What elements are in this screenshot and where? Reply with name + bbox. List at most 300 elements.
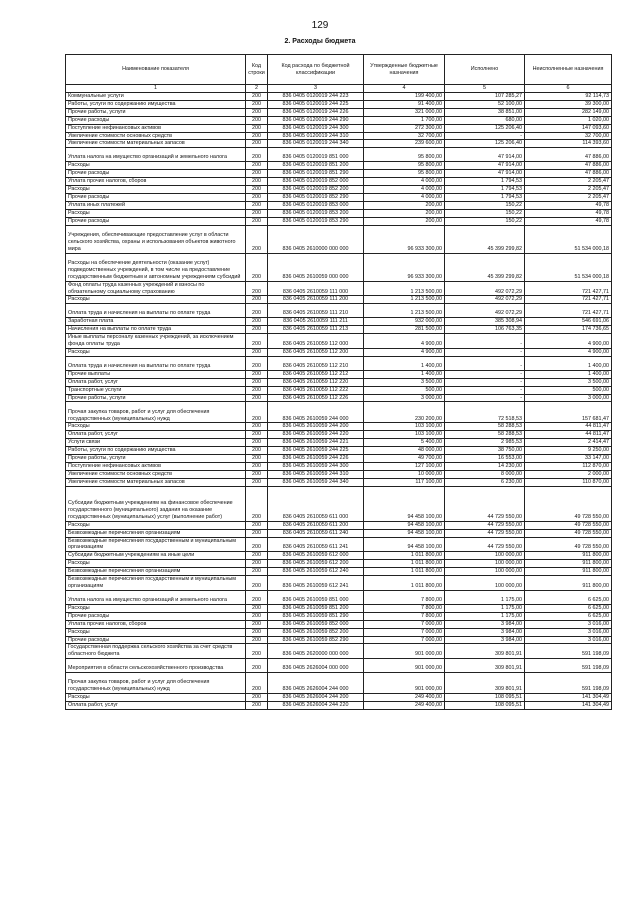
row-line-code: 200 [246,560,268,568]
row-line-code: 200 [246,281,268,296]
row-line-code: 200 [246,148,268,162]
table-row [66,140,612,148]
row-classification-code: 836 0405 2610059 612 241 [268,576,364,591]
row-classification-code: 836 0405 2610059 612 240 [268,568,364,576]
table-row [66,348,612,356]
row-classification-code: 836 0405 2610059 244 220 [268,431,364,439]
row-unexecuted-amount: 1 400,00 [525,370,612,378]
row-line-code: 200 [246,132,268,140]
table-row [66,186,612,194]
row-unexecuted-amount: 49,78 [525,217,612,225]
row-unexecuted-amount: 49 728 550,00 [525,486,612,521]
row-line-code: 200 [246,370,268,378]
row-line-code: 200 [246,209,268,217]
row-approved-amount: 1 400,00 [364,356,445,370]
row-classification-code: 836 0405 2610059 244 225 [268,447,364,455]
row-executed-amount: 47 914,00 [445,170,525,178]
row-approved-amount: 230 200,00 [364,402,445,423]
row-unexecuted-amount: 911 800,00 [525,552,612,560]
row-executed-amount: 44 729 550,00 [445,486,525,521]
row-line-code: 200 [246,386,268,394]
row-unexecuted-amount: 911 800,00 [525,568,612,576]
row-approved-amount: 1 400,00 [364,370,445,378]
row-executed-amount: 38 851,00 [445,108,525,116]
header-executed: Исполнено [445,55,525,85]
row-approved-amount: 272 300,00 [364,124,445,132]
row-executed-amount: 125 206,40 [445,140,525,148]
row-classification-code: 836 0405 0120019 853 290 [268,217,364,225]
row-unexecuted-amount: 44 811,47 [525,431,612,439]
row-line-code: 200 [246,636,268,644]
row-executed-amount: 150,22 [445,209,525,217]
row-executed-amount: 107 285,27 [445,93,525,101]
header-classification-code: Код расхода по бюджетной классификации [268,55,364,85]
row-executed-amount: 14 230,00 [445,463,525,471]
row-classification-code: 836 0405 2610059 244 221 [268,439,364,447]
row-name: Работы, услуги по содержанию имущества [66,447,246,455]
row-classification-code: 836 0405 2610059 851 200 [268,604,364,612]
row-name: Мероприятия в области сельскохозяйственного производства [66,659,246,673]
row-name: Заработная плата [66,318,246,326]
row-approved-amount: 3 500,00 [364,378,445,386]
row-line-code: 200 [246,178,268,186]
row-approved-amount: 103 100,00 [364,431,445,439]
row-classification-code: 836 0405 2610059 244 300 [268,463,364,471]
row-unexecuted-amount: 39 300,00 [525,100,612,108]
column-index: 5 [445,85,525,93]
row-unexecuted-amount: 51 534 000,18 [525,225,612,253]
row-approved-amount: 127 100,00 [364,463,445,471]
row-name: Транспортные услуги [66,386,246,394]
row-name: Оплата работ, услуг [66,702,246,710]
row-name: Субсидии бюджетным учреждениям на иные цели [66,552,246,560]
row-approved-amount: 96 933 300,00 [364,225,445,253]
row-line-code: 200 [246,124,268,132]
row-line-code: 200 [246,140,268,148]
row-line-code: 200 [246,644,268,659]
row-classification-code: 836 0405 2610059 612 000 [268,552,364,560]
row-executed-amount: 58 288,53 [445,423,525,431]
row-unexecuted-amount: 721 427,71 [525,296,612,304]
row-line-code: 200 [246,170,268,178]
row-unexecuted-amount: 2 205,47 [525,186,612,194]
column-index: 2 [246,85,268,93]
row-classification-code: 836 0405 2610059 111 000 [268,281,364,296]
table-row [66,281,612,296]
row-classification-code: 836 0405 0120019 852 000 [268,178,364,186]
row-classification-code: 836 0405 2610059 111 210 [268,304,364,318]
row-name: Расходы [66,423,246,431]
row-name: Уплата налога на имущество организаций и земельного налога [66,148,246,162]
row-approved-amount: 901 000,00 [364,673,445,694]
row-classification-code: 836 0405 0120019 244 226 [268,108,364,116]
row-classification-code: 836 0405 2610059 112 222 [268,386,364,394]
row-name: Прочая закупка товаров, работ и услуг для обеспечения государственных (муниципальных) нужд [66,673,246,694]
table-row [66,132,612,140]
column-index: 3 [268,85,364,93]
row-line-code: 200 [246,478,268,486]
row-classification-code: 836 0405 0120019 851 000 [268,148,364,162]
row-approved-amount: 1 213 500,00 [364,304,445,318]
row-approved-amount: 200,00 [364,217,445,225]
table-row [66,356,612,370]
row-executed-amount: 45 399 299,82 [445,225,525,253]
table-row [66,378,612,386]
row-name: Работы, услуги по содержанию имущества [66,100,246,108]
row-line-code: 200 [246,296,268,304]
table-row [66,201,612,209]
table-header-row [66,55,612,85]
row-classification-code: 836 0405 0120019 852 290 [268,193,364,201]
row-unexecuted-amount: 47 886,00 [525,170,612,178]
row-name: Уплата прочих налогов, сборов [66,178,246,186]
row-unexecuted-amount: 2 205,47 [525,193,612,201]
row-line-code: 200 [246,318,268,326]
row-name: Прочие работы, услуги [66,455,246,463]
row-line-code: 200 [246,162,268,170]
row-line-code: 200 [246,334,268,349]
row-name: Поступление нефинансовых активов [66,463,246,471]
row-classification-code: 836 0405 2610059 852 200 [268,628,364,636]
row-approved-amount: 10 000,00 [364,470,445,478]
row-name: Прочие расходы [66,116,246,124]
row-name: Расходы [66,628,246,636]
table-row [66,644,612,659]
row-executed-amount: 680,00 [445,116,525,124]
row-unexecuted-amount: 1 020,00 [525,116,612,124]
table-row [66,537,612,552]
row-approved-amount: 1 011 800,00 [364,576,445,591]
row-unexecuted-amount: 9 250,00 [525,447,612,455]
table-row [66,225,612,253]
table-row [66,447,612,455]
row-unexecuted-amount: 282 149,00 [525,108,612,116]
row-name: Расходы [66,209,246,217]
row-line-code: 200 [246,100,268,108]
table-row [66,116,612,124]
row-classification-code: 836 0405 2610059 244 200 [268,423,364,431]
table-row [66,529,612,537]
row-classification-code: 836 0405 2610059 112 220 [268,378,364,386]
row-name: Уплата иных платежей [66,201,246,209]
row-unexecuted-amount: 174 736,65 [525,326,612,334]
row-executed-amount: 106 763,35 [445,326,525,334]
row-approved-amount: 7 800,00 [364,604,445,612]
table-row [66,673,612,694]
row-unexecuted-amount: 911 800,00 [525,560,612,568]
row-line-code: 200 [246,402,268,423]
row-line-code: 200 [246,439,268,447]
row-executed-amount: 3 984,00 [445,636,525,644]
row-name: Расходы [66,296,246,304]
row-executed-amount: 6 230,00 [445,478,525,486]
row-unexecuted-amount: 47 886,00 [525,162,612,170]
row-executed-amount: 492 072,29 [445,304,525,318]
row-approved-amount: 249 400,00 [364,694,445,702]
row-approved-amount: 7 800,00 [364,590,445,604]
row-name: Оплата работ, услуг [66,378,246,386]
table-row [66,486,612,521]
row-approved-amount: 32 700,00 [364,132,445,140]
row-approved-amount: 103 100,00 [364,423,445,431]
row-approved-amount: 48 000,00 [364,447,445,455]
row-unexecuted-amount: 721 427,71 [525,304,612,318]
row-name: Государственная поддержка сельского хозяйства за счет средств областного бюджета [66,644,246,659]
row-executed-amount: 100 000,00 [445,560,525,568]
row-executed-amount: 72 518,53 [445,402,525,423]
row-classification-code: 836 0405 2610059 111 211 [268,318,364,326]
table-row [66,217,612,225]
row-classification-code: 836 0405 2626004 244 000 [268,673,364,694]
row-executed-amount: 1 175,00 [445,612,525,620]
table-row [66,318,612,326]
row-classification-code: 836 0405 0120019 244 310 [268,132,364,140]
row-executed-amount: 492 072,29 [445,281,525,296]
table-row [66,694,612,702]
row-approved-amount: 96 933 300,00 [364,253,445,281]
row-name: Уплата налога на имущество организаций и земельного налога [66,590,246,604]
row-executed-amount: 1 794,53 [445,186,525,194]
row-unexecuted-amount: 3 016,00 [525,620,612,628]
row-line-code: 200 [246,604,268,612]
row-executed-amount: 44 729 550,00 [445,529,525,537]
row-executed-amount: 44 729 550,00 [445,521,525,529]
row-line-code: 200 [246,659,268,673]
row-unexecuted-amount: 546 691,06 [525,318,612,326]
row-executed-amount: - [445,394,525,402]
row-line-code: 200 [246,201,268,209]
table-row [66,620,612,628]
row-classification-code: 836 0405 0120019 853 200 [268,209,364,217]
row-approved-amount: 239 600,00 [364,140,445,148]
row-name: Начисления на выплаты по оплате труда [66,326,246,334]
table-row [66,209,612,217]
row-name: Оплата труда и начисления на выплаты по оплате труда [66,304,246,318]
row-approved-amount: 7 000,00 [364,628,445,636]
row-executed-amount: 2 985,53 [445,439,525,447]
row-name: Прочие работы, услуги [66,394,246,402]
row-line-code: 200 [246,590,268,604]
row-name: Увеличение стоимости основных средств [66,470,246,478]
row-classification-code: 836 0405 0120019 244 300 [268,124,364,132]
row-unexecuted-amount: 6 625,00 [525,590,612,604]
row-executed-amount: 8 000,00 [445,470,525,478]
row-line-code: 200 [246,378,268,386]
column-index: 4 [364,85,445,93]
row-approved-amount: 281 500,00 [364,326,445,334]
row-approved-amount: 1 011 800,00 [364,568,445,576]
row-approved-amount: 1 011 800,00 [364,560,445,568]
row-classification-code: 836 0405 2610059 112 212 [268,370,364,378]
row-classification-code: 836 0405 2610059 244 310 [268,470,364,478]
row-executed-amount: 385 308,94 [445,318,525,326]
row-line-code: 200 [246,253,268,281]
row-line-code: 200 [246,537,268,552]
row-line-code: 200 [246,304,268,318]
row-approved-amount: 4 000,00 [364,178,445,186]
row-unexecuted-amount: 591 198,09 [525,644,612,659]
row-line-code: 200 [246,521,268,529]
row-name: Расходы [66,186,246,194]
row-unexecuted-amount: 3 500,00 [525,378,612,386]
row-approved-amount: 4 000,00 [364,186,445,194]
row-line-code: 200 [246,470,268,478]
row-name: Учреждения, обеспечивающие предоставление услуг в области сельского хозяйства, охраны и использования объектов животного мира [66,225,246,253]
row-executed-amount: 100 000,00 [445,552,525,560]
row-unexecuted-amount: 3 000,00 [525,394,612,402]
header-name: Наименование показателя [66,55,246,85]
row-approved-amount: 932 000,00 [364,318,445,326]
row-executed-amount: 44 729 550,00 [445,537,525,552]
row-unexecuted-amount: 49,78 [525,201,612,209]
row-line-code: 200 [246,702,268,710]
row-unexecuted-amount: 141 304,49 [525,694,612,702]
row-classification-code: 836 0405 2626004 244 220 [268,702,364,710]
row-name: Безвозмездные перечисления организациям [66,529,246,537]
row-classification-code: 836 0405 0120019 244 340 [268,140,364,148]
row-executed-amount: - [445,348,525,356]
row-line-code: 200 [246,186,268,194]
row-executed-amount: 52 100,00 [445,100,525,108]
table-row [66,93,612,101]
row-unexecuted-amount: 147 093,60 [525,124,612,132]
row-approved-amount: 95 800,00 [364,170,445,178]
row-classification-code: 836 0405 0120019 851 200 [268,162,364,170]
table-row [66,659,612,673]
row-approved-amount: 4 900,00 [364,348,445,356]
row-name: Услуги связи [66,439,246,447]
table-row [66,702,612,710]
row-line-code: 200 [246,394,268,402]
row-name: Прочие расходы [66,612,246,620]
row-line-code: 200 [246,193,268,201]
row-executed-amount: - [445,370,525,378]
budget-expenses-table [65,54,612,710]
row-executed-amount: - [445,378,525,386]
row-executed-amount: 58 288,53 [445,431,525,439]
row-unexecuted-amount: 3 016,00 [525,636,612,644]
table-row [66,431,612,439]
row-line-code: 200 [246,348,268,356]
row-executed-amount: 1 175,00 [445,590,525,604]
row-name: Прочие расходы [66,217,246,225]
table-row [66,124,612,132]
row-name: Прочие работы, услуги [66,108,246,116]
table-row [66,170,612,178]
row-name: Фонд оплаты труда казенных учреждений и взносы по обязательному социальному страхованию [66,281,246,296]
page-number: 129 [311,20,329,31]
row-executed-amount: 47 914,00 [445,162,525,170]
row-name: Расходы [66,521,246,529]
row-approved-amount: 200,00 [364,201,445,209]
row-line-code: 200 [246,455,268,463]
row-classification-code: 836 0405 2610059 851 290 [268,612,364,620]
row-approved-amount: 200,00 [364,209,445,217]
row-classification-code: 836 0405 2610059 112 000 [268,334,364,349]
row-name: Прочие расходы [66,636,246,644]
row-unexecuted-amount: 32 700,00 [525,132,612,140]
table-row [66,370,612,378]
row-name: Прочие выплаты [66,370,246,378]
row-unexecuted-amount: 721 427,71 [525,281,612,296]
row-executed-amount: 100 000,00 [445,576,525,591]
table-row [66,521,612,529]
row-approved-amount: 95 800,00 [364,148,445,162]
row-approved-amount: 95 800,00 [364,162,445,170]
row-name: Иные выплаты персоналу казенных учреждений, за исключением фонда оплаты труда [66,334,246,349]
row-name: Расходы [66,694,246,702]
header-unexecuted: Неисполненные назначения [525,55,612,85]
row-executed-amount: - [445,334,525,349]
header-line-code: Код строки [246,55,268,85]
row-unexecuted-amount: 2 414,47 [525,439,612,447]
row-name: Увеличение стоимости основных средств [66,132,246,140]
row-line-code: 200 [246,620,268,628]
row-approved-amount: 1 700,00 [364,116,445,124]
row-approved-amount: 7 800,00 [364,612,445,620]
row-executed-amount: 45 399 299,82 [445,253,525,281]
row-executed-amount: 108 095,51 [445,694,525,702]
row-name: Поступление нефинансовых активов [66,124,246,132]
row-executed-amount: 1 175,00 [445,604,525,612]
row-line-code: 200 [246,431,268,439]
row-unexecuted-amount: 591 198,09 [525,659,612,673]
row-unexecuted-amount: 112 870,00 [525,463,612,471]
row-executed-amount: 125 206,40 [445,124,525,132]
row-classification-code: 836 0405 0120019 244 225 [268,100,364,108]
row-unexecuted-amount: 49 728 550,00 [525,537,612,552]
row-executed-amount: 16 553,00 [445,455,525,463]
row-approved-amount: 94 458 100,00 [364,537,445,552]
row-line-code: 200 [246,463,268,471]
table-row [66,162,612,170]
table-row [66,478,612,486]
table-row [66,326,612,334]
row-unexecuted-amount: 911 800,00 [525,576,612,591]
table-row [66,253,612,281]
table-body [66,93,612,710]
row-approved-amount: 321 000,00 [364,108,445,116]
row-classification-code: 836 0405 2610000 000 000 [268,225,364,253]
row-name: Оплата труда и начисления на выплаты по оплате труда [66,356,246,370]
row-executed-amount: - [445,356,525,370]
row-unexecuted-amount: 4 900,00 [525,348,612,356]
row-classification-code: 836 0405 0120019 851 290 [268,170,364,178]
table-row [66,178,612,186]
row-executed-amount: 309 801,91 [445,673,525,694]
row-classification-code: 836 0405 2610059 612 200 [268,560,364,568]
row-executed-amount: - [445,132,525,140]
row-approved-amount: 1 213 500,00 [364,296,445,304]
row-approved-amount: 1 011 800,00 [364,552,445,560]
row-unexecuted-amount: 2 000,00 [525,470,612,478]
row-classification-code: 836 0405 2610059 244 000 [268,402,364,423]
row-name: Увеличение стоимости материальных запасов [66,478,246,486]
row-approved-amount: 1 213 500,00 [364,281,445,296]
table-row [66,552,612,560]
row-name: Прочая закупка товаров, работ и услуг для обеспечения государственных (муниципальных) нужд [66,402,246,423]
row-executed-amount: 108 095,51 [445,702,525,710]
table-row [66,576,612,591]
row-executed-amount: 150,22 [445,201,525,209]
row-approved-amount: 4 900,00 [364,334,445,349]
row-classification-code: 836 0405 2626004 000 000 [268,659,364,673]
column-index-row [66,85,612,93]
row-line-code: 200 [246,108,268,116]
row-unexecuted-amount: 51 534 000,18 [525,253,612,281]
row-line-code: 200 [246,612,268,620]
row-unexecuted-amount: 141 304,49 [525,702,612,710]
